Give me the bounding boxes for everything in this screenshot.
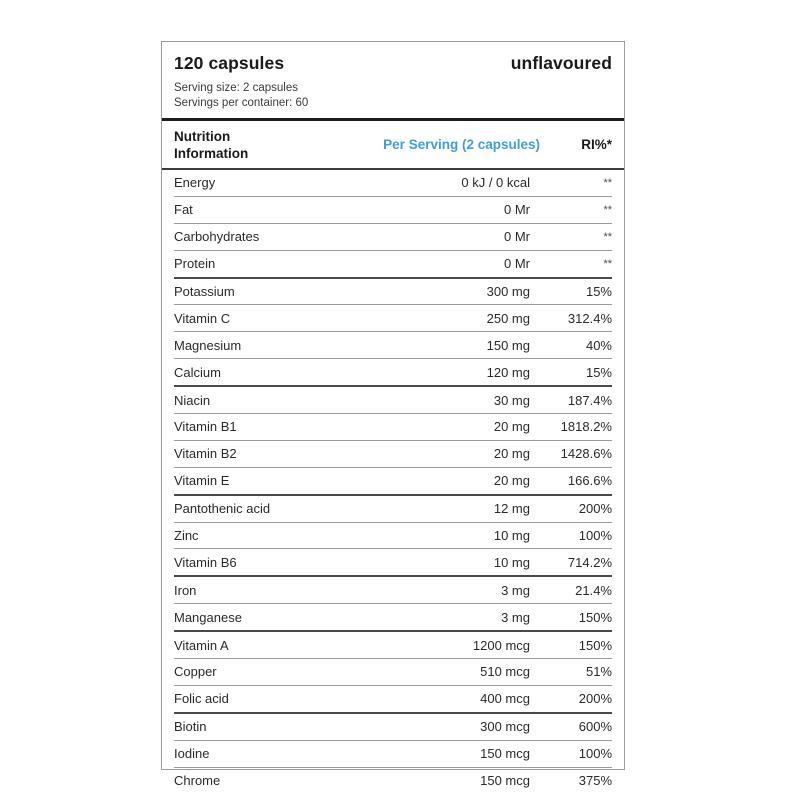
table-row (174, 548, 612, 575)
table-row (174, 277, 612, 305)
column-header-nutrition-line2: Information (174, 145, 249, 161)
table-row (174, 304, 612, 331)
nutrient-ri-percent: 150% (578, 609, 612, 625)
nutrient-name: Copper (174, 664, 217, 680)
nutrient-amount: 3 mg (501, 609, 530, 625)
nutrient-ri-percent: 200% (578, 691, 612, 707)
nutrient-name: Vitamin A (174, 637, 229, 653)
nutrient-amount: 510 mcg (480, 664, 530, 680)
nutrient-name: Iodine (174, 746, 210, 762)
table-row (174, 685, 612, 712)
table-row (174, 712, 612, 740)
table-row (174, 658, 612, 685)
nutrient-name: Magnesium (174, 337, 242, 353)
nutrient-ri-percent: 187.4% (567, 392, 612, 408)
nutrient-ri-percent: 200% (578, 501, 612, 517)
nutrient-ri-percent: 1818.2% (560, 419, 612, 435)
nutrient-name: Carbohydrates (174, 229, 260, 245)
nutrient-ri-percent: 1428.6% (560, 446, 612, 462)
table-row (174, 440, 612, 467)
nutrient-ri-percent: ** (603, 176, 612, 189)
nutrient-name: Energy (174, 175, 216, 191)
column-header-row (174, 121, 612, 168)
nutrient-amount: 3 mg (501, 582, 530, 598)
nutrient-amount: 0 Mr (504, 202, 530, 218)
nutrient-ri-percent: 150% (578, 637, 612, 653)
nutrient-amount: 250 mg (486, 310, 530, 326)
nutrition-label-panel (161, 41, 625, 789)
nutrient-amount: 1200 mcg (472, 637, 530, 653)
nutrient-name: Vitamin E (174, 473, 230, 489)
nutrient-amount: 0 kJ / 0 kcal (461, 175, 530, 191)
table-row (174, 575, 612, 603)
table-row (174, 331, 612, 358)
serving-info (174, 81, 612, 115)
nutrient-amount: 20 mg (493, 446, 530, 462)
nutrient-name: Vitamin C (174, 310, 231, 326)
nutrient-ri-percent: 600% (578, 719, 612, 735)
nutrient-ri-percent: ** (603, 203, 612, 216)
label-header (162, 42, 624, 115)
servings-per-container-text: Servings per container: 60 (174, 97, 309, 109)
nutrient-amount: 120 mg (486, 364, 530, 380)
nutrient-ri-percent: 714.2% (567, 554, 612, 570)
table-row (174, 358, 612, 385)
nutrient-name: Fat (174, 202, 193, 218)
flavour-title: unflavoured (510, 53, 612, 73)
nutrient-ri-percent: 15% (585, 284, 612, 299)
table-row (174, 413, 612, 440)
nutrient-ri-percent: 100% (578, 528, 612, 544)
nutrient-name: Protein (174, 256, 216, 272)
nutrient-ri-percent: 312.4% (567, 310, 612, 326)
nutrient-name: Calcium (174, 364, 221, 380)
nutrient-name: Chrome (174, 773, 221, 789)
nutrient-amount: 400 mcg (480, 691, 530, 707)
table-row (174, 250, 612, 277)
nutrient-ri-percent: 51% (585, 664, 612, 680)
column-header-nutrition (174, 128, 349, 162)
nutrient-amount: 300 mg (486, 284, 530, 299)
nutrition-table (162, 170, 624, 793)
nutrient-ri-percent: 40% (585, 337, 612, 353)
nutrient-amount: 10 mg (493, 528, 530, 544)
nutrient-name: Manganese (174, 609, 242, 625)
table-row (174, 223, 612, 250)
nutrient-name: Biotin (174, 719, 207, 735)
nutrient-amount: 300 mcg (480, 719, 530, 735)
nutrient-amount: 12 mg (493, 501, 530, 517)
nutrient-amount: 150 mcg (480, 773, 530, 789)
nutrient-name: Vitamin B1 (174, 419, 237, 435)
table-row (174, 603, 612, 630)
table-row (174, 740, 612, 767)
nutrient-amount: 20 mg (493, 473, 530, 489)
table-row (174, 170, 612, 196)
nutrient-name: Zinc (174, 528, 199, 544)
nutrient-amount: 0 Mr (504, 256, 530, 272)
nutrient-name: Pantothenic acid (174, 501, 271, 517)
table-row (174, 467, 612, 494)
nutrient-name: Folic acid (174, 691, 229, 707)
table-row (174, 494, 612, 522)
nutrient-ri-percent: 375% (578, 773, 612, 789)
nutrient-amount: 150 mg (486, 337, 530, 353)
nutrient-amount: 10 mg (493, 554, 530, 570)
nutrient-ri-percent: 15% (585, 364, 612, 380)
nutrient-name: Vitamin B2 (174, 446, 237, 462)
serving-size-text: Serving size: 2 capsules (174, 82, 299, 94)
column-header-wrap (162, 121, 624, 168)
nutrient-amount: 30 mg (493, 392, 530, 408)
product-header-row (174, 42, 612, 74)
column-header-ri: RI%* (581, 137, 612, 152)
table-row (174, 385, 612, 413)
nutrient-name: Niacin (174, 392, 211, 408)
nutrient-ri-percent: 21.4% (575, 582, 612, 598)
nutrient-amount: 20 mg (493, 419, 530, 435)
nutrient-name: Iron (174, 582, 197, 598)
table-row (174, 767, 612, 794)
nutrient-ri-percent: 166.6% (567, 473, 612, 489)
nutrient-amount: 0 Mr (504, 229, 530, 245)
table-row (174, 522, 612, 549)
nutrient-ri-percent: 100% (578, 746, 612, 762)
nutrient-name: Vitamin B6 (174, 554, 237, 570)
table-row (174, 630, 612, 658)
column-header-nutrition-line1: Nutrition (174, 128, 231, 144)
nutrient-ri-percent: ** (603, 257, 612, 270)
table-row (174, 196, 612, 223)
pack-size-title: 120 capsules (174, 53, 285, 73)
nutrient-name: Potassium (174, 284, 235, 299)
nutrient-ri-percent: ** (603, 230, 612, 243)
nutrient-amount: 150 mcg (480, 746, 530, 762)
column-header-per-serving: Per Serving (2 capsules) (383, 137, 540, 152)
